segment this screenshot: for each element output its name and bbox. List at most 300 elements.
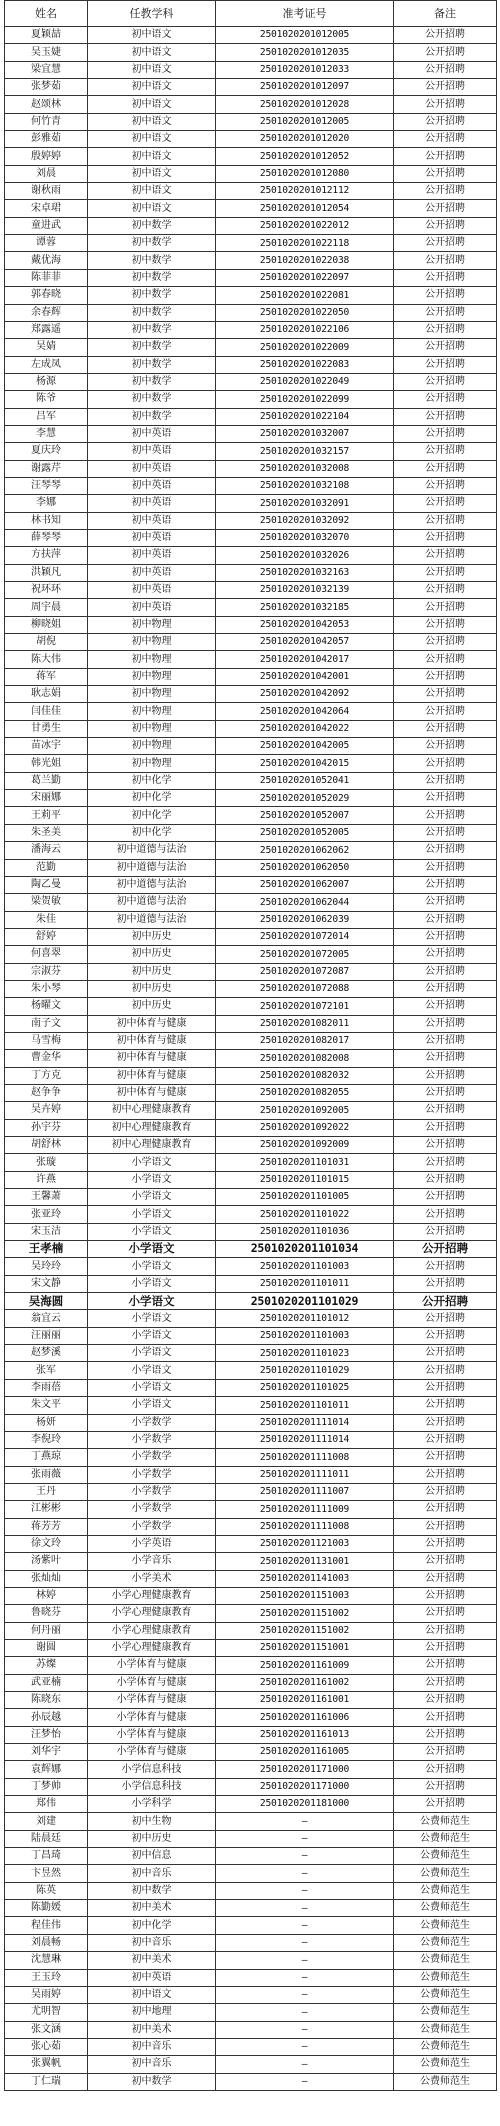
- table-row: [5, 772, 497, 789]
- table-row: [5, 460, 497, 477]
- cell-note: 公开招聘: [394, 720, 497, 737]
- cell-exam-id: 2501020201101011: [216, 1397, 394, 1414]
- cell-note: 公开招聘: [394, 356, 497, 373]
- table-row: [5, 876, 497, 893]
- table-row: [5, 79, 497, 96]
- cell-note: 公开招聘: [394, 96, 497, 113]
- cell-note: 公开招聘: [394, 1293, 497, 1310]
- cell-subject: 初中化学: [88, 1917, 216, 1934]
- cell-note: 公开招聘: [394, 599, 497, 616]
- table-row: [5, 1657, 497, 1674]
- cell-name: 梁宜慧: [5, 61, 88, 78]
- cell-note: 公开招聘: [394, 1639, 497, 1656]
- cell-subject: 小学体育与健康: [88, 1657, 216, 1674]
- cell-note: 公费师范生: [394, 2038, 497, 2055]
- header-exam-id: 准考证号: [216, 1, 394, 27]
- cell-name: 曹金华: [5, 1050, 88, 1067]
- cell-exam-id: 2501020201171000: [216, 1778, 394, 1795]
- table-row: [5, 1639, 497, 1656]
- cell-subject: 初中数学: [88, 2073, 216, 2090]
- table-row: [5, 1535, 497, 1552]
- cell-exam-id: 2501020201042015: [216, 755, 394, 772]
- cell-exam-id: 2501020201012020: [216, 131, 394, 148]
- cell-exam-id: 2501020201012054: [216, 200, 394, 217]
- cell-exam-id: 2501020201052029: [216, 790, 394, 807]
- cell-exam-id: 2501020201012028: [216, 96, 394, 113]
- cell-subject: 初中体育与健康: [88, 1050, 216, 1067]
- cell-exam-id: —: [216, 2073, 394, 2090]
- cell-name: 闫佳佳: [5, 703, 88, 720]
- cell-subject: 初中数学: [88, 252, 216, 269]
- table-row: [5, 686, 497, 703]
- cell-exam-id: 2501020201161002: [216, 1674, 394, 1691]
- cell-name: 宋丽娜: [5, 790, 88, 807]
- cell-subject: 小学语文: [88, 1379, 216, 1396]
- cell-name: 舒婷: [5, 928, 88, 945]
- table-row: [5, 1726, 497, 1743]
- cell-name: 王丹: [5, 1483, 88, 1500]
- table-row: [5, 1449, 497, 1466]
- table-row: [5, 165, 497, 182]
- table-row: [5, 1952, 497, 1969]
- cell-exam-id: 2501020201052005: [216, 824, 394, 841]
- cell-exam-id: 2501020201101003: [216, 1327, 394, 1344]
- table-row: [5, 1102, 497, 1119]
- cell-name: 耿志娟: [5, 686, 88, 703]
- cell-name: 汪梦怡: [5, 1726, 88, 1743]
- cell-subject: 小学数学: [88, 1466, 216, 1483]
- cell-exam-id: 2501020201111009: [216, 1501, 394, 1518]
- cell-exam-id: —: [216, 1813, 394, 1830]
- cell-note: 公开招聘: [394, 1362, 497, 1379]
- cell-subject: 小学体育与健康: [88, 1674, 216, 1691]
- cell-note: 公开招聘: [394, 1032, 497, 1049]
- cell-name: 范勤: [5, 859, 88, 876]
- cell-subject: 初中体育与健康: [88, 1032, 216, 1049]
- table-row: [5, 1796, 497, 1813]
- table-row: [5, 529, 497, 546]
- cell-note: 公开招聘: [394, 772, 497, 789]
- cell-exam-id: 2501020201032108: [216, 477, 394, 494]
- cell-subject: 初中体育与健康: [88, 1015, 216, 1032]
- table-row: [5, 235, 497, 252]
- table-row: [5, 408, 497, 425]
- cell-note: 公开招聘: [394, 1137, 497, 1154]
- cell-note: 公开招聘: [394, 1674, 497, 1691]
- cell-subject: 小学音乐: [88, 1553, 216, 1570]
- cell-note: 公开招聘: [394, 1345, 497, 1362]
- cell-note: 公费师范生: [394, 1934, 497, 1951]
- cell-note: 公开招聘: [394, 1310, 497, 1327]
- table-row: [5, 2004, 497, 2021]
- cell-exam-id: —: [216, 1969, 394, 1986]
- cell-note: 公开招聘: [394, 790, 497, 807]
- cell-name: 丁燕琼: [5, 1449, 88, 1466]
- cell-exam-id: 2501020201092005: [216, 1102, 394, 1119]
- cell-exam-id: 2501020201101029: [216, 1362, 394, 1379]
- cell-subject: 小学信息科技: [88, 1761, 216, 1778]
- cell-name: 何喜翠: [5, 946, 88, 963]
- cell-exam-id: 2501020201101005: [216, 1189, 394, 1206]
- cell-subject: 初中物理: [88, 686, 216, 703]
- table-row: [5, 807, 497, 824]
- cell-name: 丁方克: [5, 1067, 88, 1084]
- cell-subject: 小学语文: [88, 1189, 216, 1206]
- cell-subject: 小学数学: [88, 1501, 216, 1518]
- cell-subject: 初中道德与法治: [88, 876, 216, 893]
- cell-subject: 初中英语: [88, 477, 216, 494]
- cell-subject: 初中化学: [88, 790, 216, 807]
- cell-name: 彭雅茹: [5, 131, 88, 148]
- cell-subject: 初中体育与健康: [88, 1067, 216, 1084]
- cell-note: 公开招聘: [394, 1535, 497, 1552]
- cell-exam-id: 2501020201042092: [216, 686, 394, 703]
- table-row: [5, 1692, 497, 1709]
- cell-exam-id: —: [216, 1934, 394, 1951]
- cell-subject: 初中数学: [88, 287, 216, 304]
- cell-name: 陶乙曼: [5, 876, 88, 893]
- cell-subject: 初中数学: [88, 339, 216, 356]
- header-name: 姓名: [5, 1, 88, 27]
- table-row: [5, 1900, 497, 1917]
- cell-exam-id: 2501020201022050: [216, 304, 394, 321]
- table-row: [5, 668, 497, 685]
- cell-subject: 初中心理健康教育: [88, 1137, 216, 1154]
- cell-name: 汪丽丽: [5, 1327, 88, 1344]
- cell-note: 公开招聘: [394, 1778, 497, 1795]
- cell-subject: 初中信息: [88, 1848, 216, 1865]
- table-row: [5, 1830, 497, 1847]
- cell-exam-id: 2501020201022038: [216, 252, 394, 269]
- table-row: [5, 1015, 497, 1032]
- cell-exam-id: 2501020201022104: [216, 408, 394, 425]
- cell-subject: 初中英语: [88, 547, 216, 564]
- cell-exam-id: 2501020201052007: [216, 807, 394, 824]
- cell-exam-id: 2501020201161009: [216, 1657, 394, 1674]
- cell-subject: 小学数学: [88, 1483, 216, 1500]
- cell-name: 蒋军: [5, 668, 88, 685]
- table-row: [5, 616, 497, 633]
- cell-subject: 初中道德与法治: [88, 894, 216, 911]
- cell-exam-id: —: [216, 1900, 394, 1917]
- cell-subject: 初中英语: [88, 443, 216, 460]
- cell-subject: 小学科学: [88, 1796, 216, 1813]
- cell-name: 马雪梅: [5, 1032, 88, 1049]
- table-row: [5, 1154, 497, 1171]
- cell-exam-id: 2501020201092009: [216, 1137, 394, 1154]
- cell-name: 陈菲菲: [5, 269, 88, 286]
- table-row: [5, 1934, 497, 1951]
- cell-exam-id: 2501020201042064: [216, 703, 394, 720]
- cell-name: 郭春晓: [5, 287, 88, 304]
- cell-subject: 初中英语: [88, 599, 216, 616]
- table-row: [5, 1414, 497, 1431]
- cell-subject: 小学数学: [88, 1449, 216, 1466]
- cell-name: 童进武: [5, 217, 88, 234]
- cell-subject: 小学语文: [88, 1310, 216, 1327]
- table-row: [5, 1917, 497, 1934]
- cell-subject: 初中英语: [88, 512, 216, 529]
- cell-exam-id: —: [216, 2056, 394, 2073]
- table-row: [5, 287, 497, 304]
- table-row: [5, 2038, 497, 2055]
- cell-exam-id: —: [216, 1986, 394, 2003]
- cell-subject: 小学语文: [88, 1345, 216, 1362]
- cell-exam-id: 2501020201042017: [216, 651, 394, 668]
- cell-exam-id: 2501020201072087: [216, 963, 394, 980]
- cell-subject: 初中化学: [88, 772, 216, 789]
- cell-exam-id: 2501020201082032: [216, 1067, 394, 1084]
- table-row: [5, 200, 497, 217]
- cell-note: 公开招聘: [394, 1744, 497, 1761]
- cell-name: 朱小琴: [5, 980, 88, 997]
- table-row: [5, 2056, 497, 2073]
- table-row: [5, 113, 497, 130]
- cell-name: 宗淑芬: [5, 963, 88, 980]
- cell-subject: 初中音乐: [88, 2038, 216, 2055]
- cell-name: 吴玉婕: [5, 44, 88, 61]
- cell-subject: 小学心理健康教育: [88, 1622, 216, 1639]
- cell-name: 张雨薇: [5, 1466, 88, 1483]
- cell-exam-id: 2501020201012112: [216, 183, 394, 200]
- cell-subject: 初中数学: [88, 408, 216, 425]
- cell-exam-id: 2501020201161005: [216, 1744, 394, 1761]
- cell-subject: 小学美术: [88, 1570, 216, 1587]
- cell-name: 陈爷: [5, 391, 88, 408]
- cell-subject: 小学语文: [88, 1327, 216, 1344]
- cell-subject: 初中历史: [88, 998, 216, 1015]
- cell-note: 公开招聘: [394, 1553, 497, 1570]
- cell-note: 公开招聘: [394, 911, 497, 928]
- table-row: [5, 1119, 497, 1136]
- table-row: [5, 1397, 497, 1414]
- table-row: [5, 356, 497, 373]
- cell-exam-id: 2501020201022083: [216, 356, 394, 373]
- cell-name: 潘海云: [5, 842, 88, 859]
- cell-name: 陈大伟: [5, 651, 88, 668]
- cell-note: 公开招聘: [394, 1379, 497, 1396]
- cell-subject: 初中数学: [88, 304, 216, 321]
- table-row: [5, 1466, 497, 1483]
- cell-exam-id: 2501020201062044: [216, 894, 394, 911]
- cell-note: 公开招聘: [394, 321, 497, 338]
- cell-name: 吴婧: [5, 339, 88, 356]
- cell-name: 何丹丽: [5, 1622, 88, 1639]
- cell-note: 公开招聘: [394, 1449, 497, 1466]
- cell-subject: 初中物理: [88, 738, 216, 755]
- cell-exam-id: 2501020201101012: [216, 1310, 394, 1327]
- cell-note: 公开招聘: [394, 1605, 497, 1622]
- cell-exam-id: 2501020201062062: [216, 842, 394, 859]
- cell-note: 公开招聘: [394, 495, 497, 512]
- cell-subject: 小学语文: [88, 1241, 216, 1258]
- header-subject: 任教学科: [88, 1, 216, 27]
- cell-note: 公开招聘: [394, 1223, 497, 1240]
- cell-name: 郑露遥: [5, 321, 88, 338]
- cell-name: 李雨蓓: [5, 1379, 88, 1396]
- cell-note: 公开招聘: [394, 564, 497, 581]
- cell-note: 公开招聘: [394, 529, 497, 546]
- cell-note: 公开招聘: [394, 876, 497, 893]
- table-row: [5, 477, 497, 494]
- cell-name: 鲁晓芬: [5, 1605, 88, 1622]
- cell-exam-id: 2501020201101025: [216, 1379, 394, 1396]
- cell-name: 翁宜云: [5, 1310, 88, 1327]
- cell-exam-id: 2501020201042001: [216, 668, 394, 685]
- table-row: [5, 1137, 497, 1154]
- cell-subject: 初中数学: [88, 269, 216, 286]
- cell-subject: 初中英语: [88, 460, 216, 477]
- cell-subject: 初中语文: [88, 61, 216, 78]
- cell-exam-id: 2501020201082055: [216, 1084, 394, 1101]
- cell-note: 公开招聘: [394, 1119, 497, 1136]
- table-row: [5, 1327, 497, 1344]
- cell-note: 公开招聘: [394, 1084, 497, 1101]
- cell-name: 谭蓉: [5, 235, 88, 252]
- cell-subject: 初中语文: [88, 96, 216, 113]
- cell-note: 公开招聘: [394, 894, 497, 911]
- cell-name: 李娜: [5, 495, 88, 512]
- cell-name: 方扶萍: [5, 547, 88, 564]
- cell-subject: 初中化学: [88, 824, 216, 841]
- cell-subject: 初中音乐: [88, 1865, 216, 1882]
- cell-name: 祝环环: [5, 582, 88, 599]
- cell-note: 公开招聘: [394, 1570, 497, 1587]
- cell-name: 甘勇生: [5, 720, 88, 737]
- cell-subject: 小学语文: [88, 1275, 216, 1292]
- table-row: [5, 1362, 497, 1379]
- table-row: [5, 651, 497, 668]
- cell-name: 张心茹: [5, 2038, 88, 2055]
- candidate-table: [4, 0, 497, 2091]
- cell-name: 尤明智: [5, 2004, 88, 2021]
- cell-name: 陈勤媛: [5, 1900, 88, 1917]
- table-row: [5, 1570, 497, 1587]
- cell-subject: 初中语文: [88, 131, 216, 148]
- cell-subject: 小学语文: [88, 1362, 216, 1379]
- cell-subject: 初中体育与健康: [88, 1084, 216, 1101]
- cell-exam-id: 2501020201072014: [216, 928, 394, 945]
- cell-subject: 初中美术: [88, 1900, 216, 1917]
- cell-subject: 小学语文: [88, 1206, 216, 1223]
- cell-exam-id: —: [216, 1848, 394, 1865]
- cell-exam-id: 2501020201101015: [216, 1171, 394, 1188]
- cell-note: 公开招聘: [394, 616, 497, 633]
- table-row: [5, 547, 497, 564]
- table-row: [5, 495, 497, 512]
- cell-subject: 小学心理健康教育: [88, 1639, 216, 1656]
- cell-subject: 初中物理: [88, 755, 216, 772]
- cell-subject: 初中物理: [88, 720, 216, 737]
- cell-note: 公开招聘: [394, 703, 497, 720]
- cell-note: 公开招聘: [394, 1171, 497, 1188]
- cell-name: 王馨萧: [5, 1189, 88, 1206]
- cell-subject: 初中化学: [88, 807, 216, 824]
- cell-exam-id: 2501020201032008: [216, 460, 394, 477]
- table-row: [5, 963, 497, 980]
- cell-subject: 初中语文: [88, 165, 216, 182]
- cell-note: 公开招聘: [394, 148, 497, 165]
- cell-name: 宋文静: [5, 1275, 88, 1292]
- cell-note: 公开招聘: [394, 1431, 497, 1448]
- cell-name: 孙宇芬: [5, 1119, 88, 1136]
- cell-subject: 初中道德与法治: [88, 911, 216, 928]
- cell-subject: 小学数学: [88, 1518, 216, 1535]
- cell-name: 宋卓珺: [5, 200, 88, 217]
- cell-note: 公开招聘: [394, 339, 497, 356]
- cell-subject: 初中物理: [88, 651, 216, 668]
- cell-note: 公开招聘: [394, 217, 497, 234]
- cell-exam-id: 2501020201151002: [216, 1622, 394, 1639]
- cell-exam-id: 2501020201042005: [216, 738, 394, 755]
- cell-exam-id: 2501020201012080: [216, 165, 394, 182]
- cell-note: 公开招聘: [394, 946, 497, 963]
- cell-note: 公开招聘: [394, 980, 497, 997]
- table-row: [5, 148, 497, 165]
- cell-note: 公开招聘: [394, 61, 497, 78]
- cell-exam-id: 2501020201141003: [216, 1570, 394, 1587]
- cell-exam-id: 2501020201111007: [216, 1483, 394, 1500]
- cell-subject: 初中历史: [88, 963, 216, 980]
- cell-exam-id: 2501020201022012: [216, 217, 394, 234]
- cell-note: 公开招聘: [394, 1483, 497, 1500]
- cell-subject: 小学英语: [88, 1535, 216, 1552]
- cell-note: 公费师范生: [394, 1917, 497, 1934]
- cell-exam-id: 2501020201101034: [216, 1241, 394, 1258]
- cell-note: 公开招聘: [394, 842, 497, 859]
- cell-name: 左成凤: [5, 356, 88, 373]
- cell-note: 公费师范生: [394, 1969, 497, 1986]
- cell-exam-id: 2501020201022009: [216, 339, 394, 356]
- cell-note: 公开招聘: [394, 1796, 497, 1813]
- cell-name: 张文涵: [5, 2021, 88, 2038]
- table-row: [5, 998, 497, 1015]
- cell-name: 蒋芳芳: [5, 1518, 88, 1535]
- cell-subject: 初中生物: [88, 1813, 216, 1830]
- cell-name: 张璇: [5, 1154, 88, 1171]
- cell-subject: 初中语文: [88, 44, 216, 61]
- cell-subject: 初中音乐: [88, 2056, 216, 2073]
- cell-note: 公开招聘: [394, 391, 497, 408]
- cell-note: 公开招聘: [394, 1466, 497, 1483]
- cell-name: 程佳伟: [5, 1917, 88, 1934]
- cell-subject: 初中语文: [88, 79, 216, 96]
- table-row: [5, 1241, 497, 1258]
- cell-exam-id: 2501020201062007: [216, 876, 394, 893]
- cell-subject: 小学体育与健康: [88, 1709, 216, 1726]
- cell-exam-id: 2501020201161006: [216, 1709, 394, 1726]
- cell-subject: 初中历史: [88, 946, 216, 963]
- cell-exam-id: 2501020201101031: [216, 1154, 394, 1171]
- cell-subject: 初中语文: [88, 183, 216, 200]
- cell-name: 余春辉: [5, 304, 88, 321]
- table-row: [5, 96, 497, 113]
- table-body: [5, 27, 497, 2091]
- cell-name: 吕军: [5, 408, 88, 425]
- cell-name: 吴海圆: [5, 1293, 88, 1310]
- cell-note: 公开招聘: [394, 1067, 497, 1084]
- cell-note: 公开招聘: [394, 928, 497, 945]
- cell-name: 袁辉娜: [5, 1761, 88, 1778]
- cell-name: 赵颂林: [5, 96, 88, 113]
- table-row: [5, 183, 497, 200]
- cell-exam-id: 2501020201082011: [216, 1015, 394, 1032]
- cell-name: 朱文平: [5, 1397, 88, 1414]
- cell-note: 公开招聘: [394, 1657, 497, 1674]
- table-row: [5, 1431, 497, 1448]
- cell-exam-id: 2501020201072088: [216, 980, 394, 997]
- cell-note: 公开招聘: [394, 477, 497, 494]
